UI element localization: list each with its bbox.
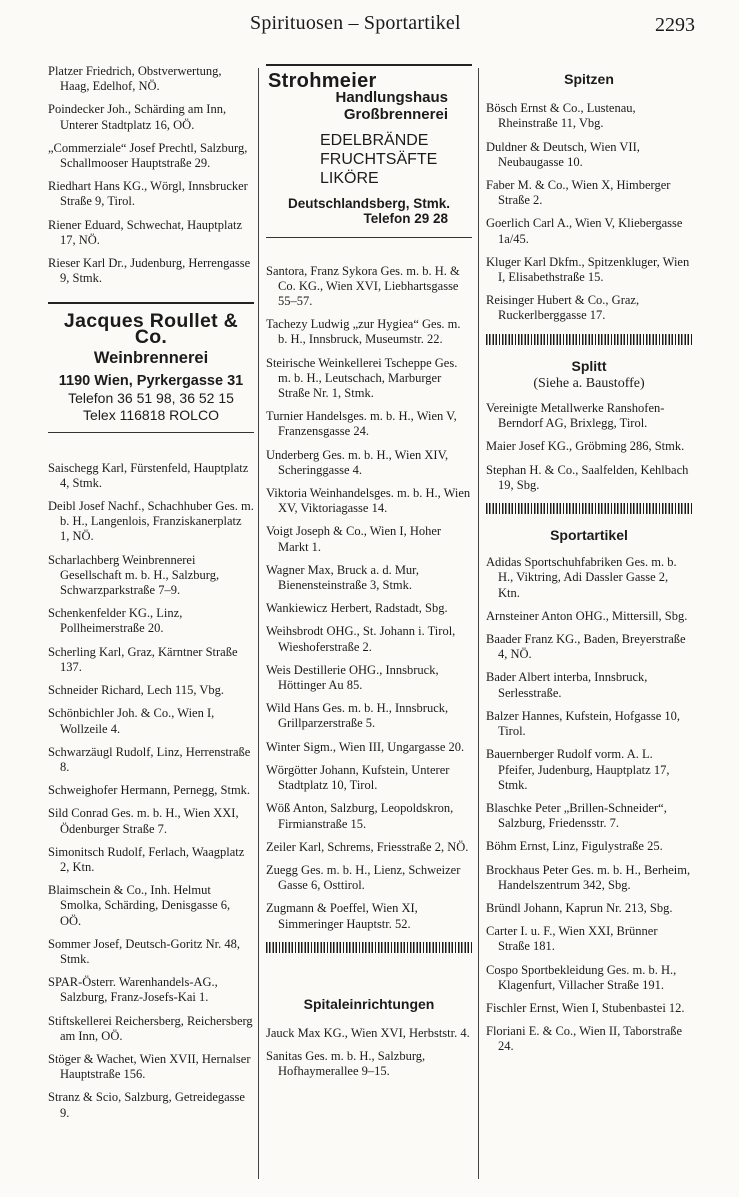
- directory-entry: Blaimschein & Co., Inh. Helmut Smolka, Schärding, Denisgasse 6, OÖ.: [48, 883, 231, 928]
- directory-entry: Viktoria Weinhandelsges. m. b. H., Wien XV, Viktoriagasse 14.: [266, 486, 471, 516]
- directory-entry: Adidas Sportschuhfabriken Ges. m. b. H., Viktring, Adi Dassler Gasse 2, Ktn.: [486, 555, 677, 600]
- directory-entry: Böhm Ernst, Linz, Figulystraße 25.: [486, 839, 663, 854]
- ad-phone: Telefon 29 28: [363, 211, 448, 227]
- directory-entry: Stiftskellerei Reichersberg, Reichersberg am Inn, OÖ.: [48, 1013, 253, 1043]
- directory-entry: Blaschke Peter „Brillen-Schneider“, Salzburg, Friedensstr. 7.: [486, 800, 667, 831]
- splitt-entries-list: [486, 401, 692, 493]
- directory-entry: Arnsteiner Anton OHG., Mittersill, Sbg.: [486, 608, 688, 623]
- directory-entry: Zeiler Karl, Schrems, Friesstraße 2, NÖ.: [266, 839, 469, 854]
- directory-entry: Scharlachberg Weinbrennerei Gesellschaft m. b. H., Salzburg, Schwarzparkstraße 7–9.: [48, 552, 220, 598]
- directory-entry: Tachezy Ludwig „zur Hygiea“ Ges. m. b. H., Innsbruck, Museumstr. 22.: [266, 317, 461, 347]
- section-heading-spitaleinrichtungen: Spitaleinrichtungen: [303, 995, 435, 1012]
- column-1: [48, 64, 254, 1183]
- ad-subtitle: Weinbrennerei: [93, 348, 209, 367]
- section-divider-bar: [486, 334, 692, 345]
- directory-entry: Floriani E. & Co., Wien II, Taborstraße 24.: [486, 1024, 683, 1054]
- spitzen-entries-list: [486, 101, 692, 323]
- ad-rule: [48, 302, 254, 304]
- directory-entry: Baader Franz KG., Baden, Breyerstraße 4, NÖ.: [486, 632, 686, 662]
- directory-entry: Bösch Ernst & Co., Lustenau, Rheinstraße 11, Vbg.: [486, 101, 636, 131]
- ad-rule: [266, 237, 472, 238]
- directory-entry: Cospo Sportbekleidung Ges. m. b. H., Klagenfurt, Villacher Straße 191.: [486, 962, 677, 992]
- ad-rule: [48, 432, 254, 433]
- ad-company-name: Strohmeier: [268, 70, 377, 92]
- section-divider-bar: [486, 503, 692, 514]
- section-heading-spitzen: Spitzen: [564, 71, 614, 87]
- column-divider: [258, 68, 259, 1179]
- ad-product: EDELBRÄNDE: [320, 132, 429, 150]
- directory-entry: Wagner Max, Bruck a. d. Mur, Bienensteinstraße 3, Stmk.: [266, 562, 419, 593]
- directory-entry: Wöß Anton, Salzburg, Leopoldskron, Firmianstraße 15.: [266, 801, 454, 831]
- ad-product: LIKÖRE: [320, 170, 379, 188]
- directory-entry: Brockhaus Peter Ges. m. b. H., Berheim, Handelszentrum 342, Sbg.: [486, 862, 691, 892]
- column-2: [266, 64, 472, 1183]
- directory-entry: Steirische Weinkellerei Tscheppe Ges. m. b. H., Leutschach, Marburger Straße Nr. 1, Stmk.: [266, 355, 458, 401]
- section-divider-bar: [266, 942, 472, 953]
- running-title: Spirituosen – Sportartikel: [250, 12, 461, 34]
- directory-entry: Zuegg Ges. m. b. H., Lienz, Schweizer Gasse 6, Osttirol.: [266, 862, 461, 893]
- column-divider: [478, 68, 479, 1179]
- directory-entry: Zugmann & Poeffel, Wien XI, Simmeringer Hauptstr. 52.: [266, 901, 418, 931]
- directory-entry: Schweighofer Hermann, Pernegg, Stmk.: [48, 783, 251, 798]
- directory-entry: Reisinger Hubert & Co., Graz, Ruckerlberggasse 17.: [486, 293, 640, 323]
- directory-entry: Balzer Hannes, Kufstein, Hofgasse 10, Tirol.: [486, 708, 681, 739]
- directory-entry: Saischegg Karl, Fürstenfeld, Hauptplatz 4, Stmk.: [48, 460, 249, 490]
- directory-entry: Rieser Karl Dr., Judenburg, Herrengasse 9, Stmk.: [48, 256, 251, 286]
- sportartikel-entries-list: [486, 555, 692, 1054]
- directory-entry: Jauck Max KG., Wien XVI, Herbststr. 4.: [266, 1025, 470, 1040]
- directory-entry: Simonitsch Rudolf, Ferlach, Waagplatz 2, Ktn.: [48, 844, 245, 874]
- ad-subtitle: Handlungshaus: [335, 89, 448, 107]
- ad-strohmeier: [266, 64, 472, 238]
- directory-entry: Platzer Friedrich, Obstverwertung, Haag, Edelhof, NÖ.: [48, 64, 222, 94]
- ad-product: FRUCHTSÄFTE: [320, 151, 438, 169]
- directory-entry: Schwarzäugl Rudolf, Linz, Herrenstraße 8.: [48, 744, 251, 774]
- spital-entries-list: [266, 1026, 472, 1080]
- directory-entry: Santora, Franz Sykora Ges. m. b. H. & Co. KG., Wien XVI, Liebhartsgasse 55–57.: [266, 263, 460, 309]
- directory-entry: Stephan H. & Co., Saalfelden, Kehlbach 19, Sbg.: [486, 462, 689, 492]
- entries-bottom-list: [48, 461, 254, 1121]
- directory-entry: Faber M. & Co., Wien X, Himberger Straße 2.: [486, 178, 671, 208]
- directory-entry: Weis Destillerie OHG., Innsbruck, Höttinger Au 85.: [266, 662, 439, 693]
- section-heading-splitt: Splitt: [571, 357, 607, 374]
- directory-entry: Vereinigte Metallwerke Ranshofen-Berndorf AG, Brixlegg, Tirol.: [486, 401, 665, 431]
- ad-company-name: Jacques Roullet & Co.: [63, 310, 239, 348]
- ad-jacques-roullet: [48, 302, 254, 432]
- directory-entry: Poindecker Joh., Schärding am Inn, Unterer Stadtplatz 16, OÖ.: [48, 102, 227, 132]
- directory-entry: Sommer Josef, Deutsch-Goritz Nr. 48, Stmk.: [48, 936, 240, 966]
- section-subheading-splitt: (Siehe a. Baustoffe): [533, 375, 645, 391]
- directory-entry: Riedhart Hans KG., Wörgl, Innsbrucker Straße 9, Tirol.: [48, 179, 248, 209]
- entries-top-list: [48, 64, 254, 286]
- directory-entry: Carter I. u. F., Wien XXI, Brünner Straße 181.: [486, 924, 658, 954]
- directory-entry: Riener Eduard, Schwechat, Hauptplatz 17, NÖ.: [48, 217, 243, 247]
- directory-entry: Bader Albert interba, Innsbruck, Serlesstraße.: [486, 670, 648, 700]
- directory-entry: Turnier Handelsges. m. b. H., Wien V, Franzensgasse 24.: [266, 409, 457, 439]
- directory-entry: Wild Hans Ges. m. b. H., Innsbruck, Grillparzerstraße 5.: [266, 701, 449, 731]
- directory-entry: Deibl Josef Nachf., Schachhuber Ges. m. b. H., Langenlois, Franziskanerplatz 1, NÖ.: [48, 499, 254, 544]
- directory-entry: Wörgötter Johann, Kufstein, Unterer Stadtplatz 10, Tirol.: [266, 762, 450, 793]
- directory-entry: Stranz & Scio, Salzburg, Getreidegasse 9.: [48, 1090, 245, 1120]
- directory-entry: Schönbichler Joh. & Co., Wien I, Wollzeile 4.: [48, 706, 215, 736]
- ad-subtitle-2: Großbrennerei: [343, 106, 448, 124]
- directory-entry: Sild Conrad Ges. m. b. H., Wien XXI, Ödenburger Straße 7.: [48, 806, 239, 836]
- column-3: [486, 64, 692, 1183]
- directory-entry: SPAR-Österr. Warenhandels-AG., Salzburg, Franz-Josefs-Kai 1.: [48, 975, 218, 1005]
- directory-entry: Winter Sigm., Wien III, Ungargasse 20.: [266, 739, 465, 754]
- directory-entry: Wankiewicz Herbert, Radstadt, Sbg.: [266, 601, 448, 616]
- directory-entry: Maier Josef KG., Gröbming 286, Stmk.: [486, 439, 685, 454]
- directory-entry: Fischler Ernst, Wien I, Stubenbastei 12.: [486, 1000, 685, 1015]
- page-header: [0, 10, 739, 44]
- directory-entry: Goerlich Carl A., Wien V, Kliebergasse 1a/45.: [486, 216, 683, 246]
- directory-entry: Schneider Richard, Lech 115, Vbg.: [48, 683, 224, 698]
- ad-address: 1190 Wien, Pyrkergasse 31: [58, 373, 244, 390]
- directory-entry: Schenkenfelder KG., Linz, Pollheimerstraße 20.: [48, 606, 183, 636]
- directory-entry: Sanitas Ges. m. b. H., Salzburg, Hofhaymerallee 9–15.: [266, 1049, 426, 1079]
- directory-entry: Weihsbrodt OHG., St. Johann i. Tirol, Wieshoferstraße 2.: [266, 624, 456, 654]
- directory-entry: „Commerziale“ Josef Prechtl, Salzburg, Schallmooser Hauptstraße 29.: [48, 140, 248, 171]
- directory-entry: Bründl Johann, Kaprun Nr. 213, Sbg.: [486, 900, 673, 915]
- directory-entry: Stöger & Wachet, Wien XVII, Hernalser Hauptstraße 156.: [48, 1051, 251, 1082]
- ad-phone: Telefon 36 51 98, 36 52 15: [68, 390, 234, 407]
- directory-entry: Voigt Joseph & Co., Wien I, Hoher Markt 1.: [266, 524, 442, 554]
- section-heading-sportartikel: Sportartikel: [550, 527, 628, 544]
- directory-entry: Underberg Ges. m. b. H., Wien XIV, Scheringgasse 4.: [266, 447, 449, 477]
- directory-entry: Kluger Karl Dkfm., Spitzenkluger, Wien I, Elisabethstraße 15.: [486, 254, 690, 285]
- page-number: 2293: [655, 14, 695, 36]
- ad-address: Deutschlandsberg, Stmk.: [287, 196, 451, 212]
- directory-entry: Duldner & Deutsch, Wien VII, Neubaugasse 10.: [486, 139, 640, 169]
- directory-entry: Bauernberger Rudolf vorm. A. L. Pfeifer, Judenburg, Hauptplatz 17, Stmk.: [486, 747, 670, 792]
- entries-list: [266, 264, 472, 932]
- ad-telex: Telex 116818 ROLCO: [83, 407, 219, 424]
- directory-entry: Scherling Karl, Graz, Kärntner Straße 137.: [48, 644, 238, 674]
